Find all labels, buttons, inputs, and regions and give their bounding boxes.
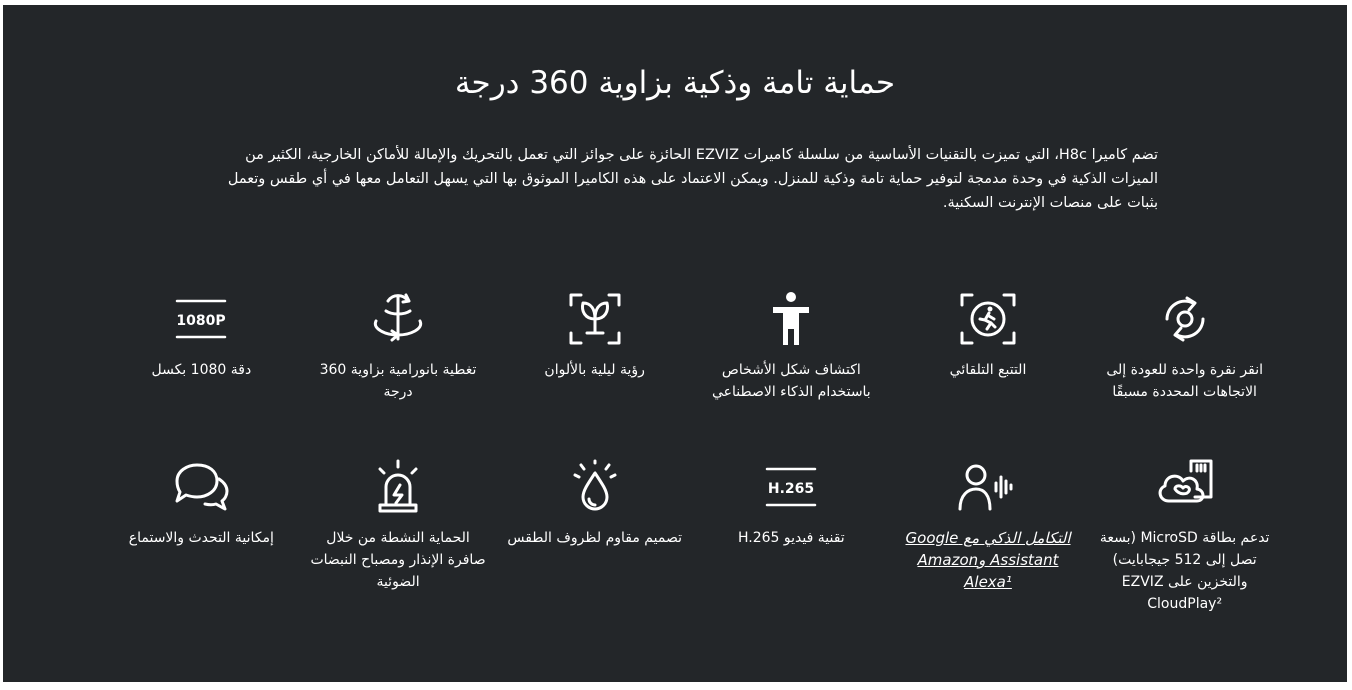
h265-video-icon <box>756 455 826 519</box>
feature-person-detection <box>693 287 890 455</box>
feature-label: رؤية ليلية بالألوان <box>544 362 645 378</box>
color-night-vision-icon <box>560 287 630 351</box>
feature-h265-video <box>693 455 890 623</box>
voice-assistant-icon <box>953 455 1023 519</box>
feature-color-night-vision <box>496 287 693 455</box>
h265-icon-text: H.265 <box>768 481 815 497</box>
feature-section <box>3 5 1347 682</box>
section-description: تضم كاميرا H8c، التي تميزت بالتقنيات الأساسية من سلسلة كاميرات EZVIZ الحائزة على جوائز التي تعمل بالتحريك والإمالة للأماكن الخارجية، الكثير من الميزات الذكية في وحدة مدمجة لتوفير حماية تامة وذكية للمنزل. ويمكن الاعتماد على هذه الكاميرا الموثوق بها التي يسهل التعامل معها في أي طقس وتعمل بثبات على منصات الإنترنت السكنية. <box>227 147 1158 211</box>
feature-preset-return <box>1086 287 1283 455</box>
feature-label: التتبع التلقائي <box>949 362 1027 378</box>
resolution-1080p-icon <box>166 287 236 351</box>
siren-light-icon <box>363 455 433 519</box>
feature-voice-assistant[interactable] <box>890 455 1087 623</box>
resolution-icon-text: 1080P <box>176 313 226 329</box>
panoramic-360-icon <box>363 287 433 351</box>
feature-siren-light <box>300 455 497 623</box>
feature-weatherproof <box>496 455 693 623</box>
feature-label: انقر نقرة واحدة للعودة إلى الاتجاهات المحددة مسبقًا <box>1106 362 1264 400</box>
section-title: حماية تامة وذكية بزاوية 360 درجة <box>454 65 896 101</box>
feature-label: تغطية بانورامية بزاوية 360 درجة <box>319 362 477 400</box>
weatherproof-icon <box>560 455 630 519</box>
auto-tracking-icon <box>953 287 1023 351</box>
feature-two-way-talk <box>103 455 300 623</box>
feature-label: إمكانية التحدث والاستماع <box>128 530 274 546</box>
feature-panoramic-360 <box>300 287 497 455</box>
feature-label: الحماية النشطة من خلال صافرة الإنذار ومصباح النبضات الضوئية <box>310 530 486 590</box>
microsd-cloud-icon <box>1150 455 1220 519</box>
feature-label: تدعم بطاقة MicroSD (بسعة تصل إلى 512 جيجابايت) والتخزين على EZVIZ CloudPlay² <box>1099 530 1270 612</box>
feature-microsd-cloud <box>1086 455 1283 623</box>
feature-auto-tracking <box>890 287 1087 455</box>
two-way-talk-icon <box>166 455 236 519</box>
feature-label: اكتشاف شكل الأشخاص باستخدام الذكاء الاصطناعي <box>711 362 871 400</box>
feature-label: دقة 1080 بكسل <box>151 362 252 378</box>
feature-grid <box>103 287 1283 623</box>
feature-resolution-1080p <box>103 287 300 455</box>
voice-assistant-link[interactable]: التكامل الذكي مع Google Assistant وAmazon Alexa¹ <box>905 529 1071 591</box>
preset-return-icon <box>1150 287 1220 351</box>
feature-label: تصميم مقاوم لظروف الطقس <box>507 530 682 546</box>
person-detection-icon <box>756 287 826 351</box>
feature-label: تقنية فيديو H.265 <box>738 530 845 546</box>
